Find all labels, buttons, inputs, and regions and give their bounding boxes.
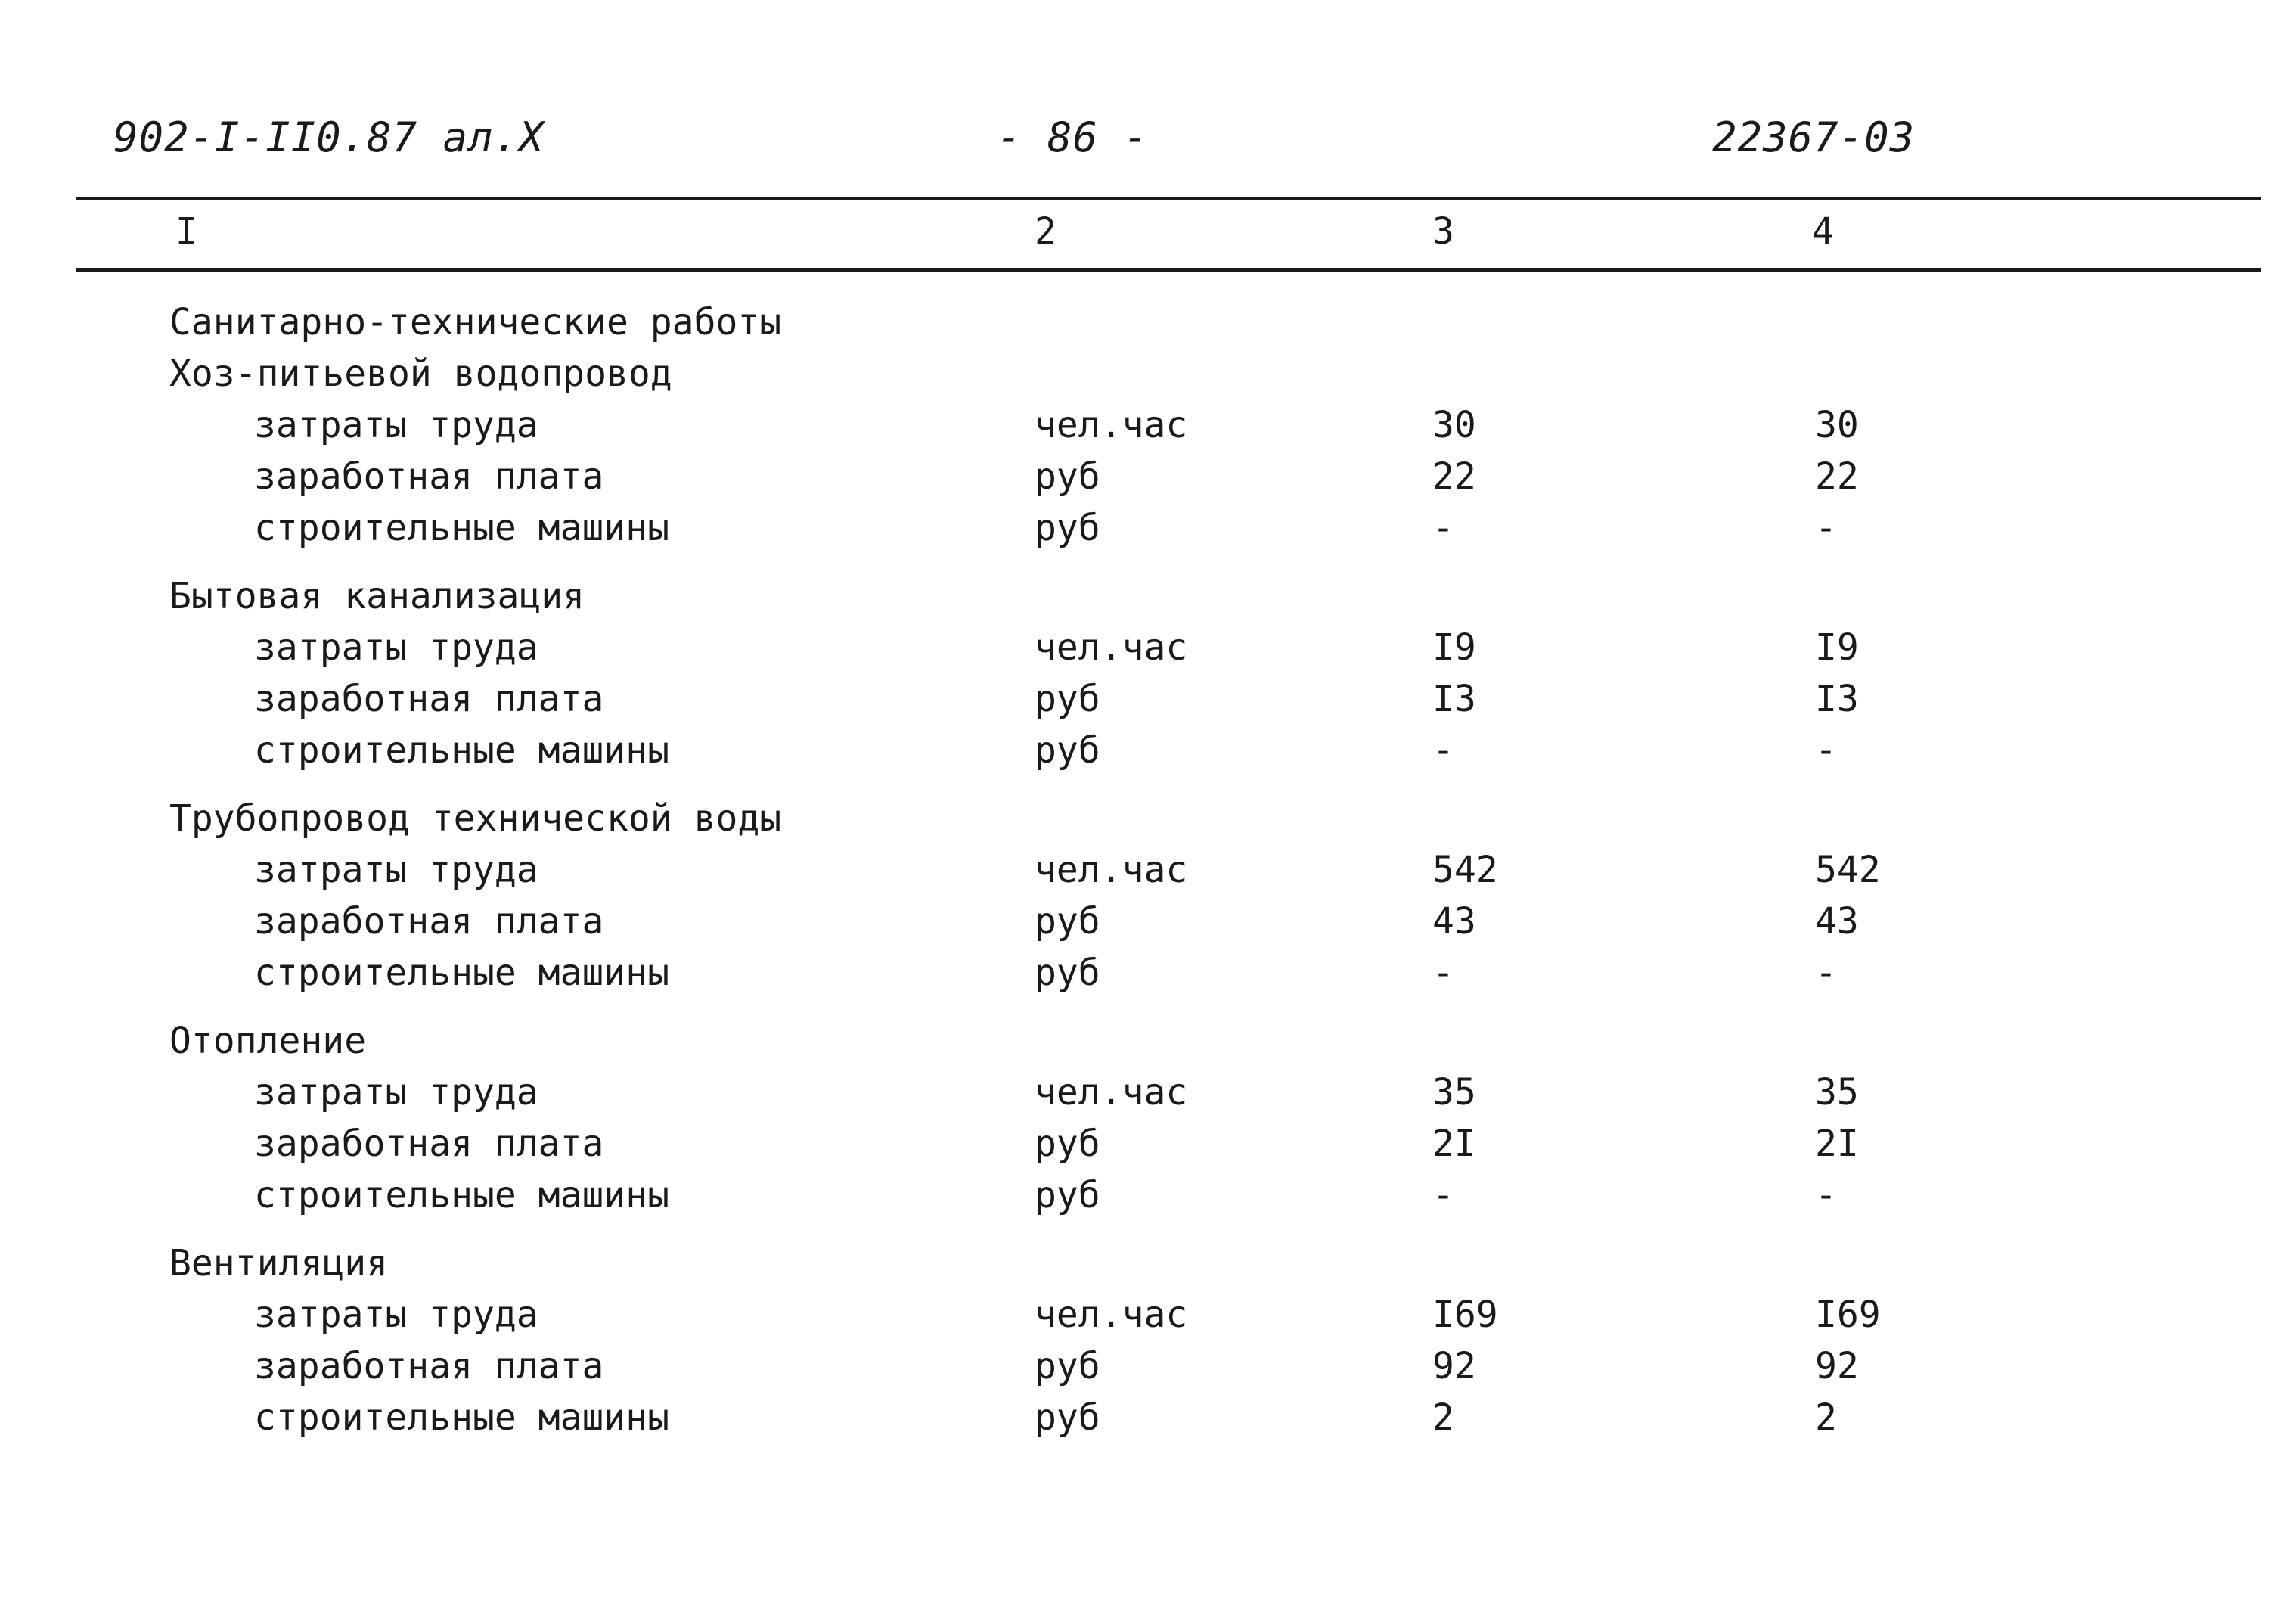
row-unit: руб: [1035, 1123, 1100, 1165]
row-unit: руб: [1035, 1396, 1100, 1439]
row-value-col4: 2: [1815, 1396, 1837, 1439]
row-value-col4: 542: [1815, 849, 1881, 891]
row-unit: руб: [1035, 729, 1100, 772]
row-value-col4: -: [1815, 952, 1837, 994]
table-heading: Санитарно-технические работы: [169, 301, 782, 343]
row-value-col3: 35: [1432, 1071, 1476, 1114]
row-unit: чел.час: [1035, 626, 1188, 669]
row-label: заработная плата: [254, 678, 604, 720]
section-title: Хоз-питьевой водопровод: [169, 353, 672, 395]
row-value-col4: -: [1815, 729, 1837, 772]
row-label: затраты труда: [254, 1294, 538, 1336]
row-value-col3: 92: [1432, 1345, 1476, 1387]
row-value-col3: 22: [1432, 455, 1476, 498]
row-value-col3: 2: [1432, 1396, 1454, 1439]
row-unit: руб: [1035, 455, 1100, 498]
row-unit: руб: [1035, 952, 1100, 994]
row-value-col3: 542: [1432, 849, 1498, 891]
row-label: затраты труда: [254, 849, 538, 891]
section-title: Трубопровод технической воды: [169, 797, 782, 840]
row-unit: руб: [1035, 678, 1100, 720]
row-value-col4: -: [1815, 1174, 1837, 1216]
row-value-col4: -: [1815, 507, 1837, 549]
document-code: 902-I-II0.87 ал.Х: [113, 113, 545, 161]
row-label: строительные машины: [254, 729, 670, 772]
section-title: Вентиляция: [169, 1242, 388, 1284]
row-value-col3: -: [1432, 507, 1454, 549]
row-label: строительные машины: [254, 952, 670, 994]
column-number-2: 2: [1035, 210, 1056, 253]
row-unit: чел.час: [1035, 849, 1188, 891]
row-value-col3: I69: [1432, 1294, 1498, 1336]
row-value-col4: 92: [1815, 1345, 1859, 1387]
row-value-col3: I3: [1432, 678, 1476, 720]
document-number: 22367-03: [1712, 113, 1916, 161]
table-top-rule: [76, 197, 2261, 200]
row-value-col4: 30: [1815, 404, 1859, 446]
row-label: заработная плата: [254, 455, 604, 498]
row-label: затраты труда: [254, 1071, 538, 1114]
row-unit: чел.час: [1035, 1294, 1188, 1336]
row-unit: руб: [1035, 1174, 1100, 1216]
column-number-3: 3: [1432, 210, 1454, 253]
column-number-1: I: [175, 210, 197, 253]
section-title: Отопление: [169, 1020, 367, 1062]
row-unit: руб: [1035, 900, 1100, 943]
row-unit: чел.час: [1035, 404, 1188, 446]
column-number-4: 4: [1812, 210, 1834, 253]
row-label: строительные машины: [254, 1174, 670, 1216]
row-value-col4: I3: [1815, 678, 1859, 720]
row-value-col3: -: [1432, 729, 1454, 772]
row-value-col4: 35: [1815, 1071, 1859, 1114]
row-unit: руб: [1035, 1345, 1100, 1387]
table-header-rule: [76, 268, 2261, 272]
row-label: заработная плата: [254, 1123, 604, 1165]
row-label: заработная плата: [254, 900, 604, 943]
row-label: затраты труда: [254, 626, 538, 669]
row-value-col3: I9: [1432, 626, 1476, 669]
row-label: заработная плата: [254, 1345, 604, 1387]
page-number: - 86 -: [997, 113, 1150, 161]
section-title: Бытовая канализация: [169, 575, 585, 617]
row-value-col3: -: [1432, 952, 1454, 994]
row-value-col3: 2I: [1432, 1123, 1476, 1165]
row-label: строительные машины: [254, 507, 670, 549]
row-value-col4: 43: [1815, 900, 1859, 943]
row-label: затраты труда: [254, 404, 538, 446]
row-value-col4: 22: [1815, 455, 1859, 498]
row-label: строительные машины: [254, 1396, 670, 1439]
row-value-col4: 2I: [1815, 1123, 1859, 1165]
row-unit: чел.час: [1035, 1071, 1188, 1114]
row-unit: руб: [1035, 507, 1100, 549]
row-value-col3: -: [1432, 1174, 1454, 1216]
row-value-col4: I69: [1815, 1294, 1881, 1336]
row-value-col3: 30: [1432, 404, 1476, 446]
row-value-col4: I9: [1815, 626, 1859, 669]
row-value-col3: 43: [1432, 900, 1476, 943]
